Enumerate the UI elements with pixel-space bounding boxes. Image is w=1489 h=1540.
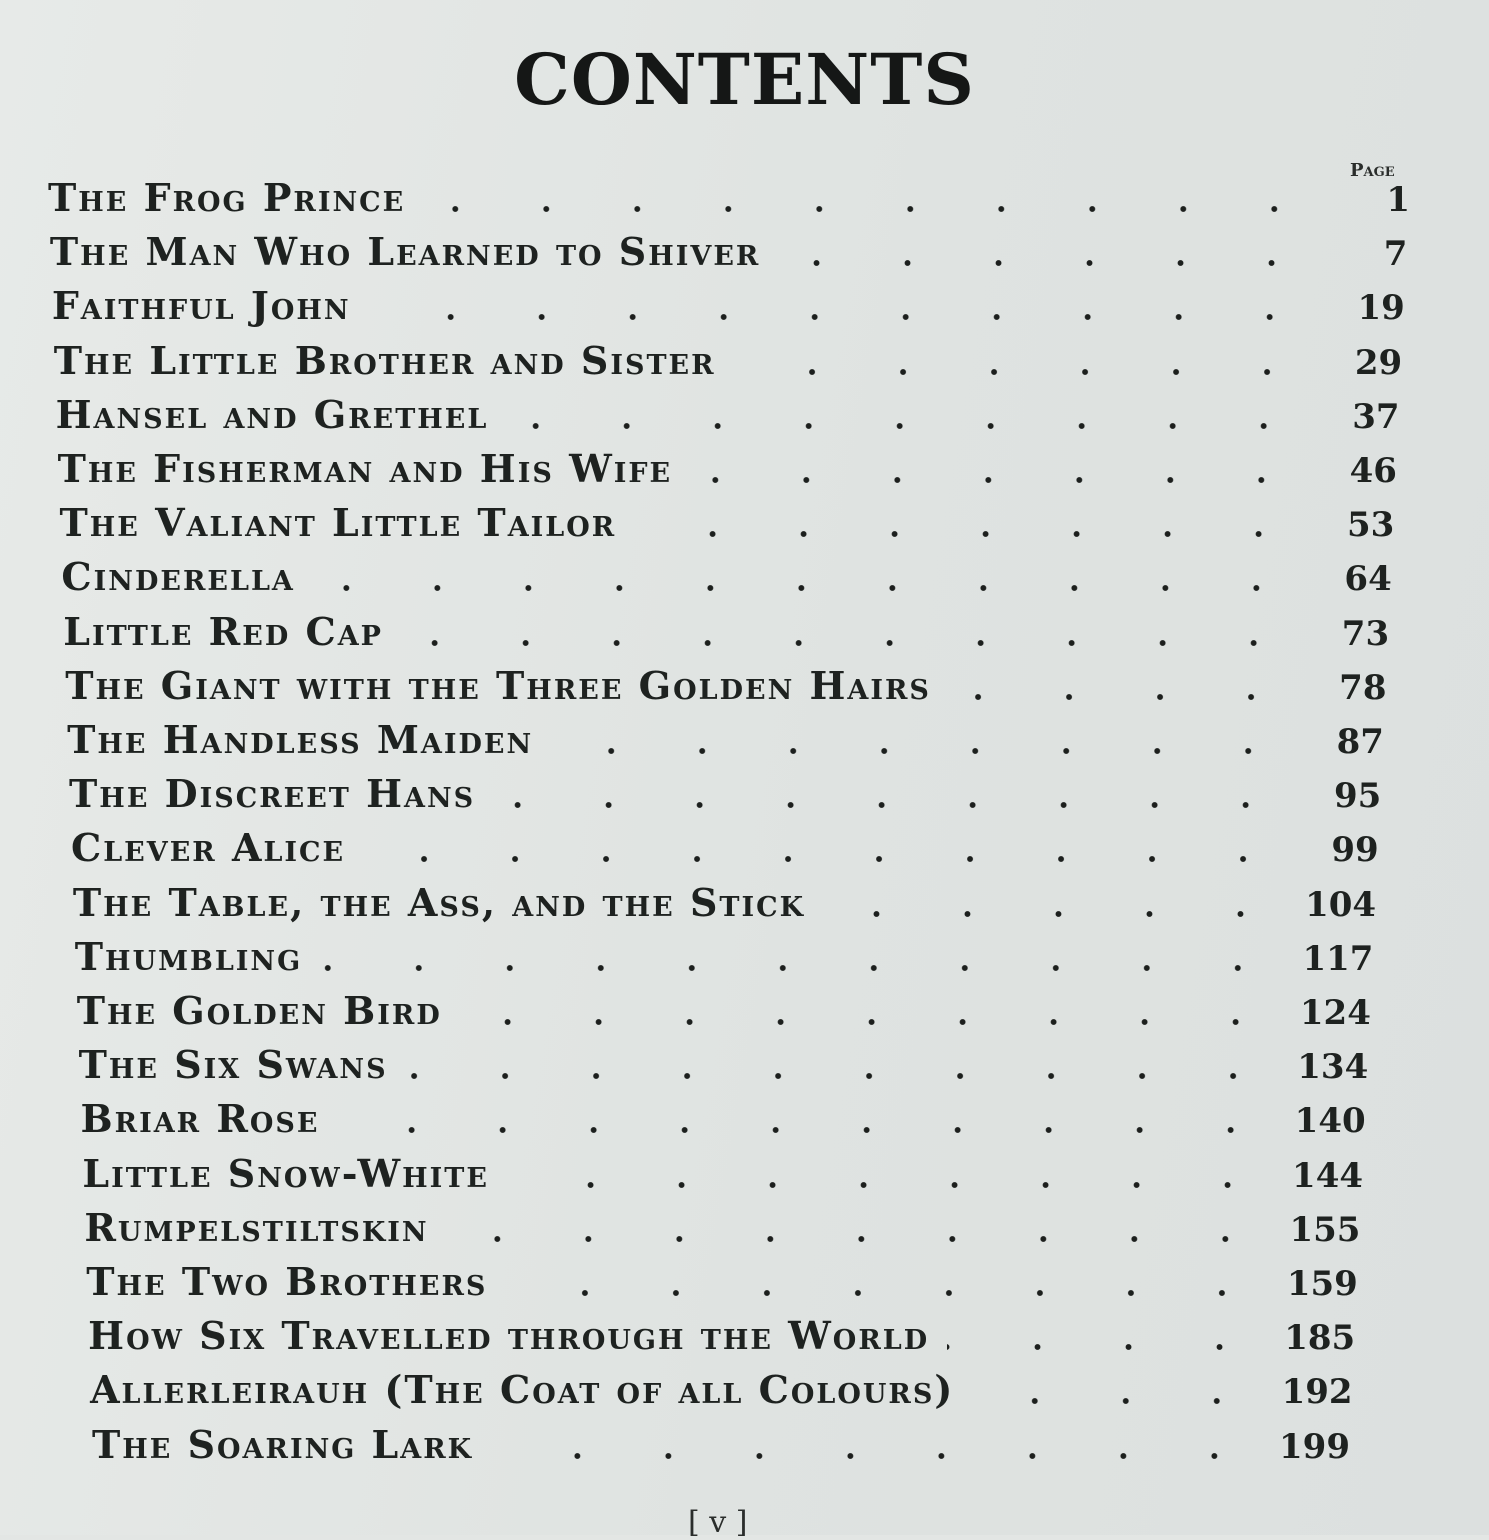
toc-title: The Valiant Little Tailor (59, 500, 617, 546)
toc-entry (67, 712, 1384, 762)
toc-page-number: 64 (1344, 559, 1392, 600)
toc-title: Little Red Cap (63, 608, 383, 654)
page-folio: [ v ] (688, 1505, 748, 1540)
toc-title: Clever Alice (70, 825, 346, 871)
toc-page-number: 29 (1354, 342, 1403, 383)
toc-title: The Little Brother and Sister (53, 337, 716, 383)
toc-page-number: 192 (1281, 1372, 1353, 1413)
toc-page-number: 7 (1383, 234, 1408, 275)
dot-leader (949, 694, 1297, 700)
toc-page-number: 53 (1347, 505, 1395, 546)
toc-entry (84, 1200, 1360, 1250)
dot-leader (447, 1236, 1271, 1242)
toc-page-number: 99 (1331, 830, 1379, 871)
toc-title: Rumpelstiltskin (84, 1204, 429, 1250)
toc-entry (69, 766, 1381, 816)
toc-page-number: 104 (1305, 884, 1377, 925)
toc-title: Thumbling (74, 933, 303, 979)
dot-leader (369, 314, 1315, 320)
dot-leader (506, 423, 1309, 429)
toc-entry (61, 549, 1391, 599)
toc-page-number: 95 (1333, 776, 1382, 817)
toc-entry (90, 1362, 1353, 1412)
toc-page-number: 134 (1297, 1047, 1369, 1088)
dot-leader (778, 260, 1317, 266)
toc-title: Little Snow-White (82, 1150, 489, 1196)
dot-leader (823, 911, 1286, 917)
toc-page-number: 140 (1294, 1101, 1366, 1142)
toc-page-number: 87 (1336, 722, 1384, 762)
dot-leader (972, 1398, 1262, 1404)
toc-entry (73, 875, 1376, 925)
toc-page-number: 144 (1292, 1155, 1364, 1196)
toc-entry (58, 441, 1397, 491)
toc-entry (88, 1308, 1355, 1358)
dot-leader (947, 1344, 1265, 1350)
toc-page-number: 1 (1386, 180, 1410, 220)
dot-leader (313, 585, 1302, 591)
toc-title: Faithful John (51, 283, 351, 329)
dot-leader (363, 856, 1289, 862)
toc-entry (92, 1417, 1350, 1467)
dot-leader (734, 369, 1313, 375)
toc-title: The Frog Prince (48, 175, 406, 220)
toc-entry (59, 495, 1394, 545)
toc-title: The Table, the Ass, and the Stick (72, 879, 806, 925)
toc-entry (71, 820, 1379, 870)
toc-entry (52, 278, 1405, 328)
toc-page-number: 73 (1341, 613, 1390, 654)
dot-leader (690, 477, 1307, 483)
toc-page-number: 185 (1284, 1318, 1356, 1359)
dot-leader (401, 640, 1299, 646)
toc-title: The Man Who Learned to Shiver (49, 229, 761, 275)
toc-entry (75, 929, 1374, 979)
dot-leader (634, 531, 1304, 537)
toc-page-number: 159 (1286, 1264, 1358, 1304)
toc-entry (54, 333, 1402, 383)
toc-title: Allerleirauh (The Coat of all Colours) (90, 1367, 955, 1413)
toc-title: The Six Swans (78, 1042, 388, 1088)
toc-title: The Discreet Hans (69, 771, 476, 817)
toc-title: The Soaring Lark (92, 1421, 474, 1467)
toc-page-number: 155 (1289, 1209, 1361, 1250)
dot-leader (320, 965, 1283, 971)
dot-leader (406, 1073, 1279, 1079)
toc-title: Briar Rose (80, 1096, 320, 1142)
dot-leader (493, 802, 1291, 808)
toc-title: The Fisherman and His Wife (57, 446, 673, 491)
toc-page-number: 78 (1339, 667, 1387, 708)
toc-page-number: 117 (1302, 938, 1374, 979)
toc-title: The Two Brothers (86, 1259, 488, 1304)
toc-title: The Golden Bird (76, 988, 442, 1033)
dot-leader (507, 1182, 1273, 1188)
toc-entry (48, 170, 1410, 220)
toc-entry (81, 1091, 1366, 1141)
page-column-label: Page (1350, 160, 1395, 181)
toc-page-number: 37 (1352, 396, 1400, 437)
toc-entry (63, 604, 1389, 654)
dot-leader (460, 1019, 1281, 1025)
toc-entry (82, 1146, 1363, 1196)
toc-page-number: 199 (1279, 1426, 1350, 1467)
toc-page-number: 124 (1299, 993, 1371, 1033)
toc-entry (77, 983, 1371, 1033)
toc-entry (50, 224, 1407, 274)
dot-leader (338, 1127, 1276, 1133)
dot-leader (491, 1453, 1260, 1459)
toc-entry (86, 1254, 1358, 1304)
toc-title: Hansel and Grethel (55, 391, 489, 437)
toc-entry (56, 387, 1400, 437)
dot-leader (423, 206, 1320, 212)
toc-page-number: 19 (1357, 288, 1405, 329)
dot-leader (551, 748, 1294, 754)
toc-title: The Handless Maiden (67, 717, 534, 762)
toc-title: How Six Travelled through the World (88, 1313, 930, 1359)
toc-entry (79, 1037, 1369, 1087)
toc-entry (65, 658, 1386, 708)
toc-page-number: 46 (1349, 451, 1397, 491)
toc-title: The Giant with the Three Golden Hairs (65, 662, 931, 708)
dot-leader (505, 1290, 1267, 1296)
toc-title: Cinderella (61, 554, 295, 600)
contents-heading: CONTENTS (514, 38, 975, 121)
